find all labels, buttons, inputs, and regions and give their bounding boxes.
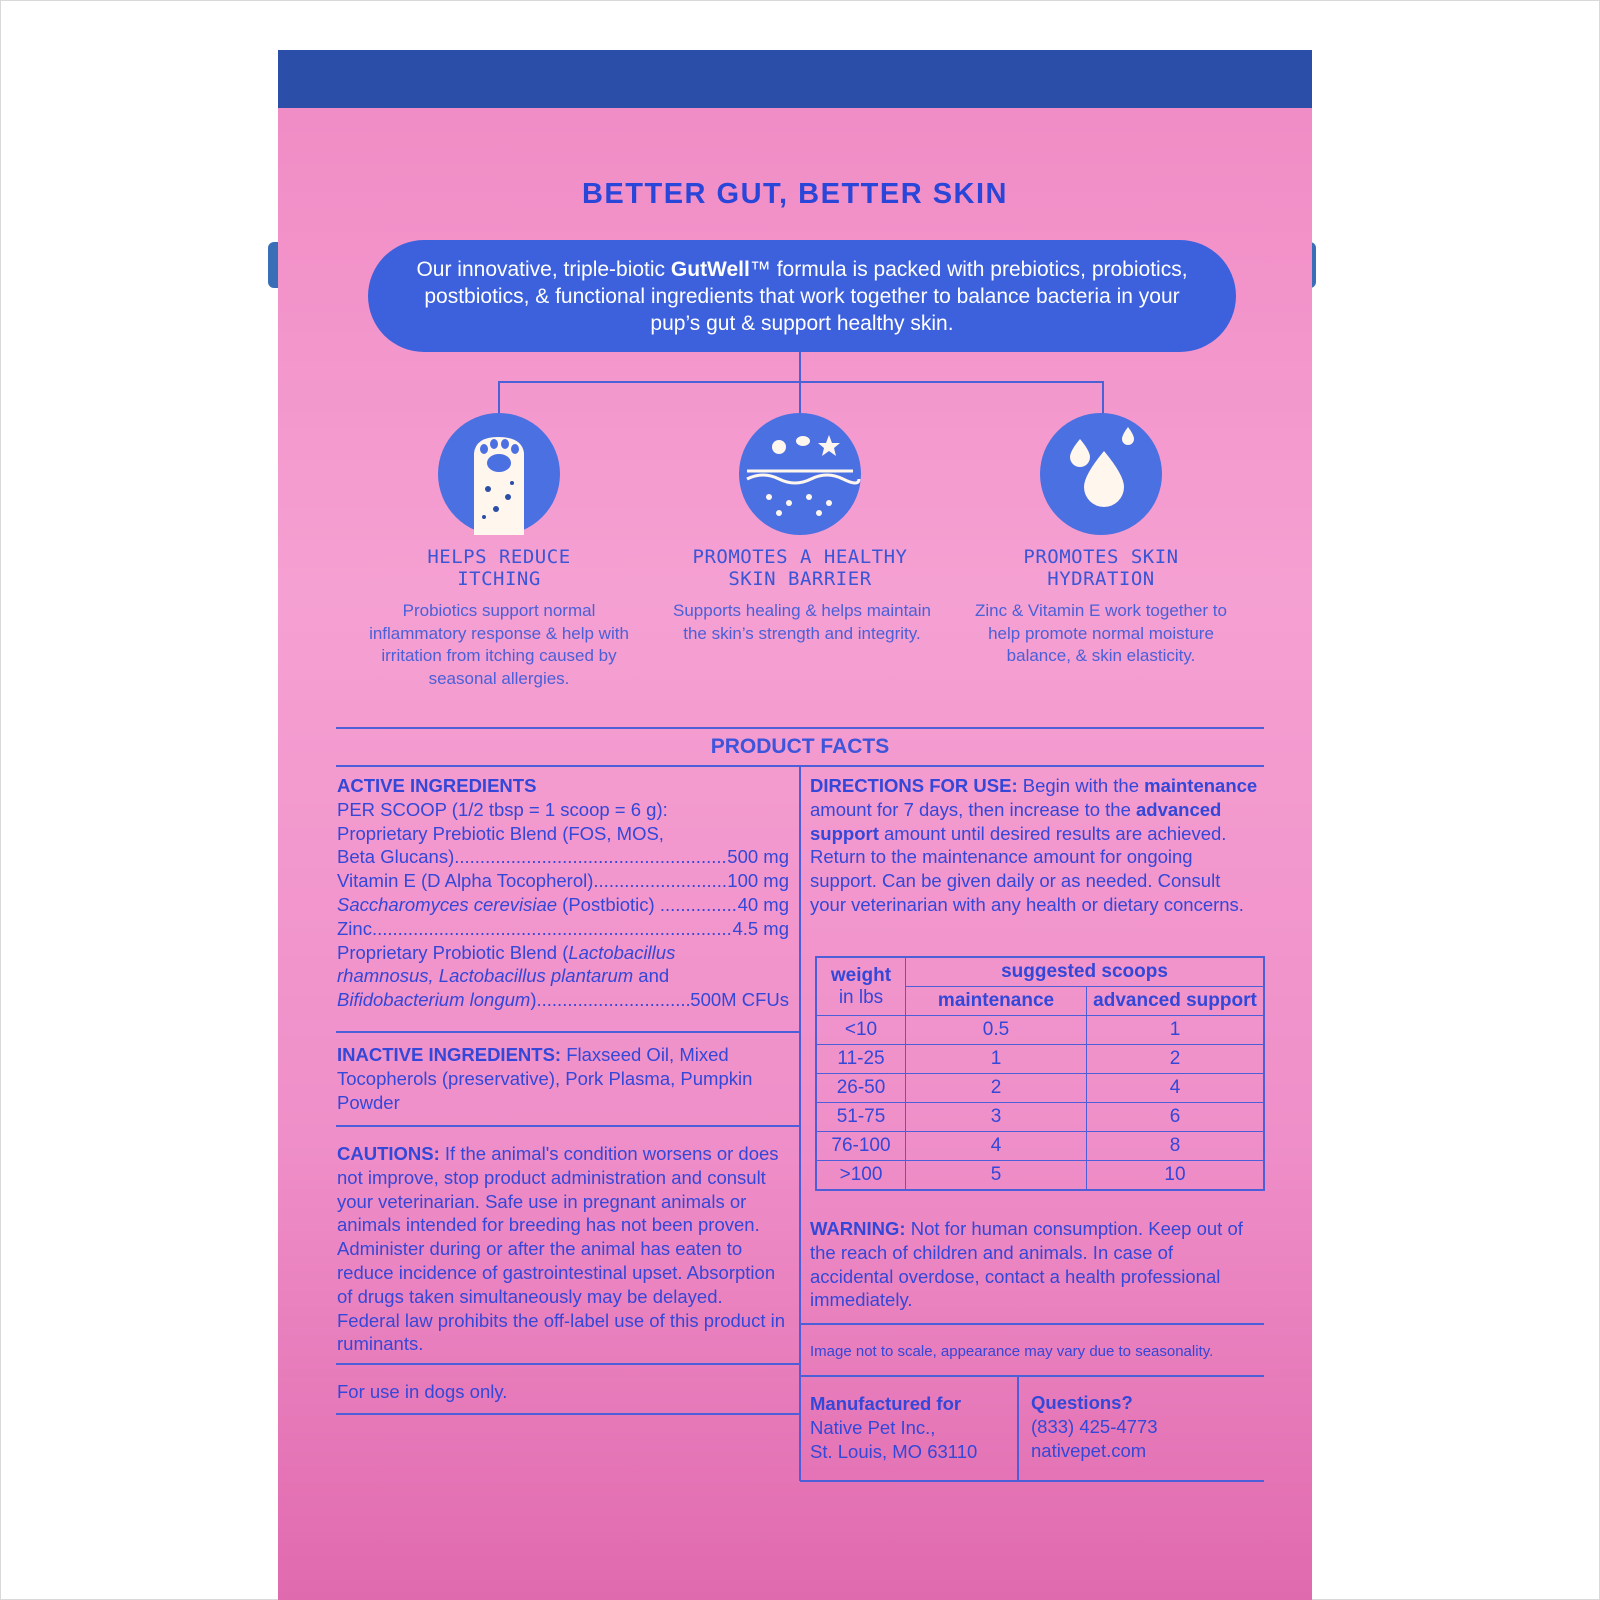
active-ingredients: ACTIVE INGREDIENTS PER SCOOP (1/2 tbsp = 1 scoop = 6 g): Proprietary Prebiotic Blend (FOS, MOS, Beta Glucans) ..... 500 mg Vitamin E (D Alpha Tocopherol) ..... 100 mg Saccharomyces cerevisiae (Postbiotic) ..... 40 mg Zinc ..... 4.5 mg Proprietary Probiotic Blend (Lactobacillus rhamnosus, Lactobacillus plantarum and Bifidobacterium longum ) ..... 500M CFUs bbox=[337, 774, 789, 1012]
weight-header: weight in lbs bbox=[816, 957, 906, 1016]
benefit-title-itching: HELPS REDUCE ITCHING bbox=[427, 546, 571, 590]
maintenance-header: maintenance bbox=[906, 987, 1087, 1016]
benefit-text-hydration: Zinc & Vitamin E work together to help promote normal moisture balance, & skin elasticity. bbox=[975, 601, 1227, 665]
manufacturer-info: Manufactured for Native Pet Inc., St. Louis, MO 63110 bbox=[810, 1393, 978, 1462]
cautions: CAUTIONS: If the animal's condition worsens or does not improve, stop product administration and consult your veterinarian. Safe use in pregnant animals or animals intended for breeding has not been proven. Administer during or after the animal has eaten to reduce incidence of gastrointestinal upset. Absorption of drugs taken simultaneously may be delayed. Federal law prohibits the off-label use of this product in ruminants. bbox=[337, 1143, 786, 1355]
headline: BETTER GUT, BETTER SKIN bbox=[581, 178, 1008, 210]
dosage-table bbox=[815, 956, 1265, 1191]
cautions-rule bbox=[336, 1363, 800, 1365]
warning: WARNING: Not for human consumption. Keep out of the reach of children and animals. In case of accidental overdose, contact a health professional immediately. bbox=[810, 1218, 1243, 1311]
facts-column-divider bbox=[799, 765, 801, 1481]
water-drops-icon bbox=[1040, 413, 1162, 535]
benefit-text-itching: Probiotics support normal inflammatory response & help with irritation from itching caused by seasonal allergies. bbox=[369, 601, 629, 688]
phone-number: (833) 425-4773 bbox=[1031, 1415, 1158, 1437]
skin-layer-icon bbox=[739, 413, 861, 535]
facts-title: PRODUCT FACTS bbox=[710, 735, 890, 758]
advanced-support-header: advanced support bbox=[1087, 987, 1265, 1016]
questions-info: Questions? (833) 425-4773 nativepet.com bbox=[1031, 1392, 1158, 1461]
contact-divider bbox=[1017, 1375, 1019, 1481]
facts-top-rule bbox=[336, 727, 1264, 729]
table-row: >100 5 10 bbox=[816, 1161, 1264, 1191]
table-row: 11-25 1 2 bbox=[816, 1045, 1264, 1074]
inactive-rule bbox=[336, 1125, 800, 1127]
suggested-scoops-header: suggested scoops bbox=[906, 957, 1265, 987]
website-link: nativepet.com bbox=[1031, 1439, 1147, 1461]
paw-icon bbox=[438, 413, 560, 535]
inactive-ingredients: INACTIVE INGREDIENTS: Flaxseed Oil, Mixed Tocopherols (preservative), Pork Plasma, Pumpkin Powder bbox=[337, 1044, 753, 1113]
warning-rule bbox=[800, 1323, 1264, 1325]
dogs-only-note: For use in dogs only. bbox=[337, 1381, 508, 1402]
benefit-text-skin-barrier: Supports healing & helps maintain the skin’s strength and integrity. bbox=[673, 601, 931, 643]
intro-pill bbox=[368, 240, 1236, 352]
directions: DIRECTIONS FOR USE: Begin with the maintenance amount for 7 days, then increase to the advanced support amount until desired results are achieved. Return to the maintenance amount for ongoing support. Can be given daily or as needed. Consult your veterinarian with any health or dietary concerns. bbox=[810, 775, 1258, 915]
connector-bar bbox=[498, 381, 1104, 383]
bag-top-band bbox=[278, 50, 1312, 108]
table-row: <10 0.5 1 bbox=[816, 1016, 1264, 1045]
benefit-title-skin-barrier: PROMOTES A HEALTHY SKIN BARRIER bbox=[692, 546, 908, 590]
benefit-title-hydration: PROMOTES SKIN HYDRATION bbox=[1023, 546, 1179, 590]
intro-text: Our innovative, triple-biotic GutWell™ formula is packed with prebiotics, probiotics, postbiotics, & functional ingredients that work together to balance bacteria in your pup’s gut & support healthy skin. bbox=[416, 257, 1188, 335]
table-row: 76-100 4 8 bbox=[816, 1132, 1264, 1161]
table-row: 26-50 2 4 bbox=[816, 1074, 1264, 1103]
dogs-only-rule bbox=[336, 1413, 800, 1415]
contact-bottom-rule bbox=[800, 1480, 1264, 1482]
disclaimer-rule bbox=[800, 1375, 1264, 1377]
active-rule bbox=[336, 1031, 800, 1033]
connector-stem bbox=[799, 352, 801, 382]
disclaimer: Image not to scale, appearance may vary due to seasonality. bbox=[810, 1343, 1214, 1360]
table-row: 51-75 3 6 bbox=[816, 1103, 1264, 1132]
